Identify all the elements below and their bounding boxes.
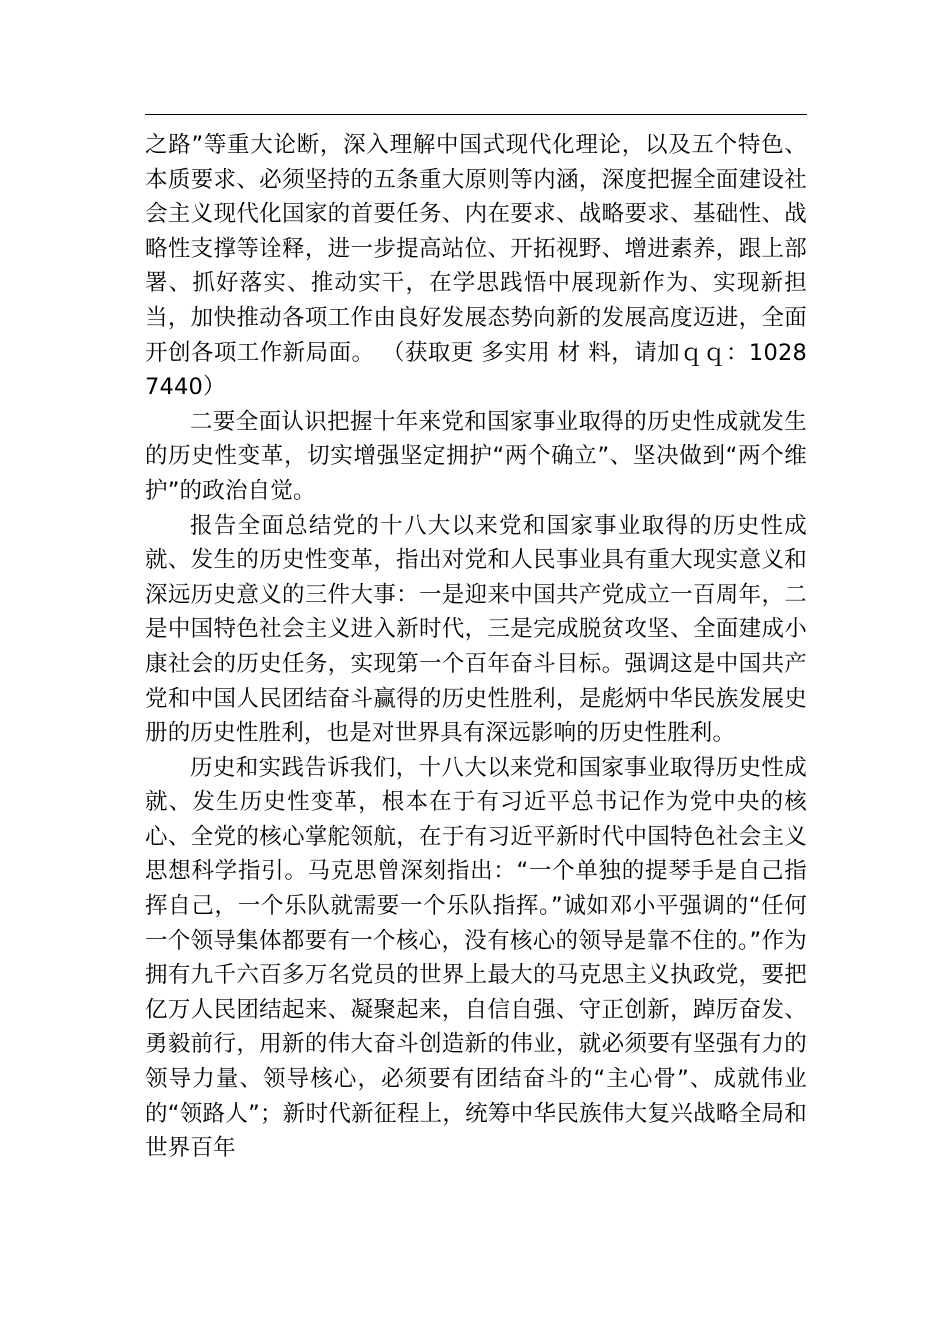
header-rule (145, 114, 807, 115)
body-text (145, 128, 807, 1166)
paragraph-4: 历史和实践告诉我们，十八大以来党和国家事业取得历史性成就、发生历史性变革，根本在于有习近平总书记作为党中央的核心、全党的核心掌舵领航，在于有习近平新时代中国特色社会主义思想科学指引。马克思曾深刻指出：“一个单独的提琴手是自己指挥自己，一个乐队就需要一个乐队指挥。”诚如邓小平强调的“任何一个领导集体都要有一个核心，没有核心的领导是靠不住的。”作为拥有九千六百多万名党员的世界上最大的马克思主义执政党，要把亿万人民团结起来、凝聚起来，自信自强、守正创新，踔厉奋发、勇毅前行，用新的伟大奋斗创造新的伟业，就必须要有坚强有力的领导力量、领导核心，必须要有团结奋斗的“主心骨”、成就伟业的“领路人”；新时代新征程上，统筹中华民族伟大复兴战略全局和世界百年 (145, 754, 807, 1162)
paragraph-3: 报告全面总结党的十八大以来党和国家事业取得的历史性成就、发生的历史性变革，指出对党和人民事业具有重大现实意义和深远历史意义的三件大事：一是迎来中国共产党成立一百周年，二是中国特色社会主义进入新时代，三是完成脱贫攻坚、全面建成小康社会的历史任务，实现第一个百年奋斗目标。强调这是中国共产党和中国人民团结奋斗赢得的历史性胜利，是彪炳中华民族发展史册的历史性胜利，也是对世界具有深远影响的历史性胜利。 (145, 512, 807, 747)
paragraph-2: 二要全面认识把握十年来党和国家事业取得的历史性成就发生的历史性变革，切实增强坚定拥护“两个确立”、坚决做到“两个维护”的政治自觉。 (145, 408, 807, 504)
paragraph-1: 之路”等重大论断，深入理解中国式现代化理论，以及五个特色、本质要求、必须坚持的五条重大原则等内涵，深度把握全面建设社会主义现代化国家的首要任务、内在要求、战略要求、基础性、战略性支撑等诠释，进一步提高站位、开拓视野、增进素养，跟上部署、抓好落实、推动实干，在学思践悟中展现新作为、实现新担当，加快推动各项工作由良好发展态势向新的发展高度迈进，全面开创各项工作新局面。 （获取更 多实用 材 料，请加ｑｑ：1028 7440） (145, 132, 807, 401)
